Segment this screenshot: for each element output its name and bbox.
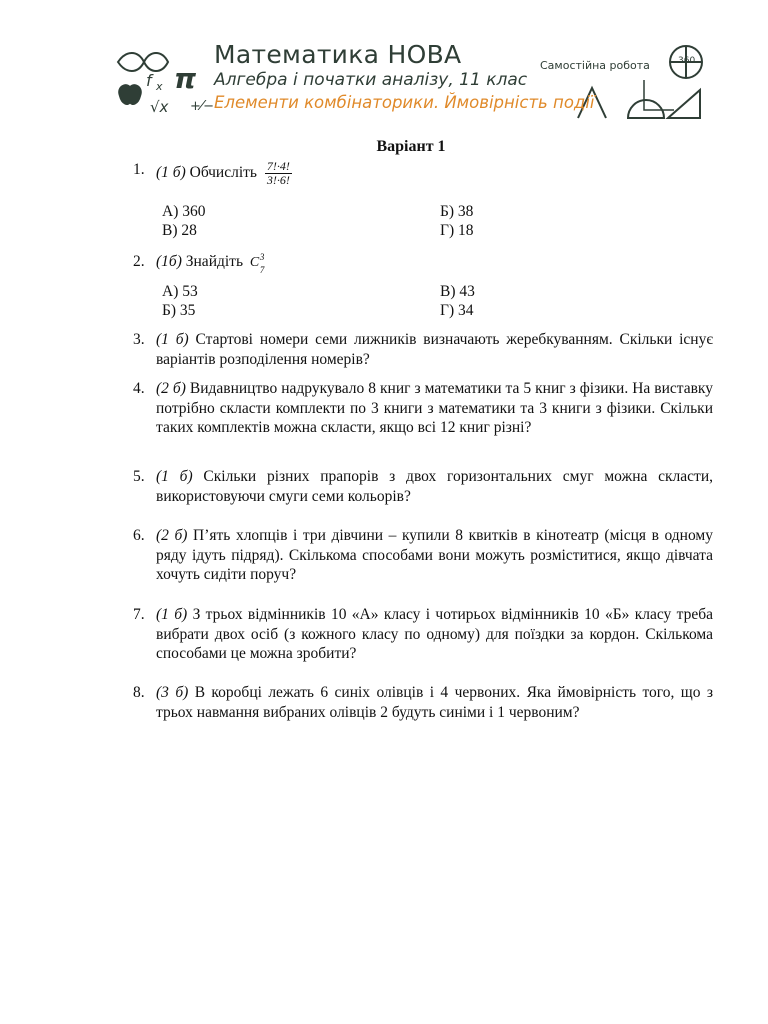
question-points: (1 б): [156, 331, 189, 348]
fraction-expression: [265, 160, 292, 187]
globe-badge: 360: [678, 56, 696, 66]
question-4: [133, 379, 713, 438]
question-6: [133, 526, 713, 585]
question-7: [133, 605, 713, 664]
banner-title: Математика НОВА: [214, 40, 462, 69]
question-number: 6.: [133, 527, 145, 544]
question-text: В коробці лежать 6 синіх олівців і 4 червоних. Яка ймовірність того, що з трьох навмання вибраних олівців 2 будуть синіми і 1 червоним?: [156, 684, 713, 721]
variant-heading: Варіант 1: [376, 138, 446, 155]
infinity-icon: [118, 53, 168, 71]
question-points: (2 б): [156, 380, 186, 397]
answer-option-b: Б) 35: [162, 302, 196, 319]
banner-subtitle-course: Алгебра і початки аналізу, 11 клас: [214, 70, 528, 90]
answer-option-a: А) 53: [162, 283, 198, 300]
question-3: [133, 330, 713, 369]
question-text: З трьох відмінників 10 «А» класу і чотирьох відмінників 10 «Б» класу треба вибрати двох осіб (з кожного класу по одному) для поїздки за кордон. Скількома способами це можна зробити?: [156, 606, 713, 662]
answer-option-g: Г) 18: [440, 222, 474, 239]
fraction-numerator: 7!·4!: [266, 159, 290, 173]
question-number: 4.: [133, 380, 145, 397]
question-text: Скільки різних прапорів з двох горизонтальних смуг можна скласти, використовуючи смуги семи кольорів?: [156, 468, 713, 505]
answer-option-v: В) 43: [440, 283, 475, 300]
question-number: 5.: [133, 468, 145, 485]
combination-n: 7: [259, 265, 265, 275]
question-8: [133, 683, 713, 722]
answer-option-v: В) 28: [162, 222, 197, 239]
svg-text:x: x: [156, 80, 163, 93]
combination-k: 3: [259, 252, 265, 262]
question-text: Видавництво надрукувало 8 книг з математики та 5 книг з фізики. На виставку потрібно скласти комплекти по 3 книги з математики та 3 книги з фізики. Скільки таких комплектів можна скласти, якщо всі 12 книг різні?: [156, 380, 713, 436]
banner-work-type: Самостійна робота: [540, 59, 650, 72]
ruler-triangle-icon: [668, 90, 700, 118]
answer-option-a: А) 360: [162, 203, 206, 220]
protractor-icon: [628, 100, 664, 118]
question-points: (2 б): [156, 527, 188, 544]
question-text: Знайдіть: [181, 253, 244, 270]
question-number: 2.: [133, 253, 145, 270]
banner-subtitle-topic: Елементи комбінаторики. Ймовірність події: [214, 93, 595, 112]
apple-icon: [119, 85, 141, 104]
question-number: 3.: [133, 331, 145, 348]
question-points: (1 б): [156, 606, 188, 623]
question-text: Стартові номери семи лижників визначають жеребкуванням. Скільки існує варіантів розподілення номерів?: [156, 331, 714, 368]
question-number: 7.: [133, 606, 145, 623]
fraction-denominator: 3!·6!: [266, 173, 290, 187]
question-2: [133, 252, 713, 273]
combination-expression: [249, 252, 265, 275]
question-number: 8.: [133, 684, 145, 701]
answer-option-b: Б) 38: [440, 203, 474, 220]
question-text: П’ять хлопців і три дівчини – купили 8 квитків в кінотеатр (місця в одному ряду ідуть підряд). Скількома способами вони можуть розміститися, якщо дівчата хочуть сидіти поруч?: [156, 527, 713, 583]
question-number: 1.: [133, 161, 145, 178]
question-points: (1 б): [156, 468, 193, 485]
svg-text:√x: √x: [150, 98, 169, 116]
question-points: (1 б): [156, 164, 186, 182]
question-points: (1б): [156, 253, 182, 270]
svg-text:+⁄−: +⁄−: [190, 99, 214, 114]
combination-symbol: C: [249, 255, 260, 270]
svg-text:f: f: [146, 71, 152, 90]
question-1: [133, 160, 713, 187]
question-text: Обчисліть: [185, 164, 257, 182]
question-5: [133, 467, 713, 506]
svg-text:π: π: [174, 62, 197, 95]
answer-option-g: Г) 34: [440, 302, 474, 319]
question-points: (3 б): [156, 684, 189, 701]
